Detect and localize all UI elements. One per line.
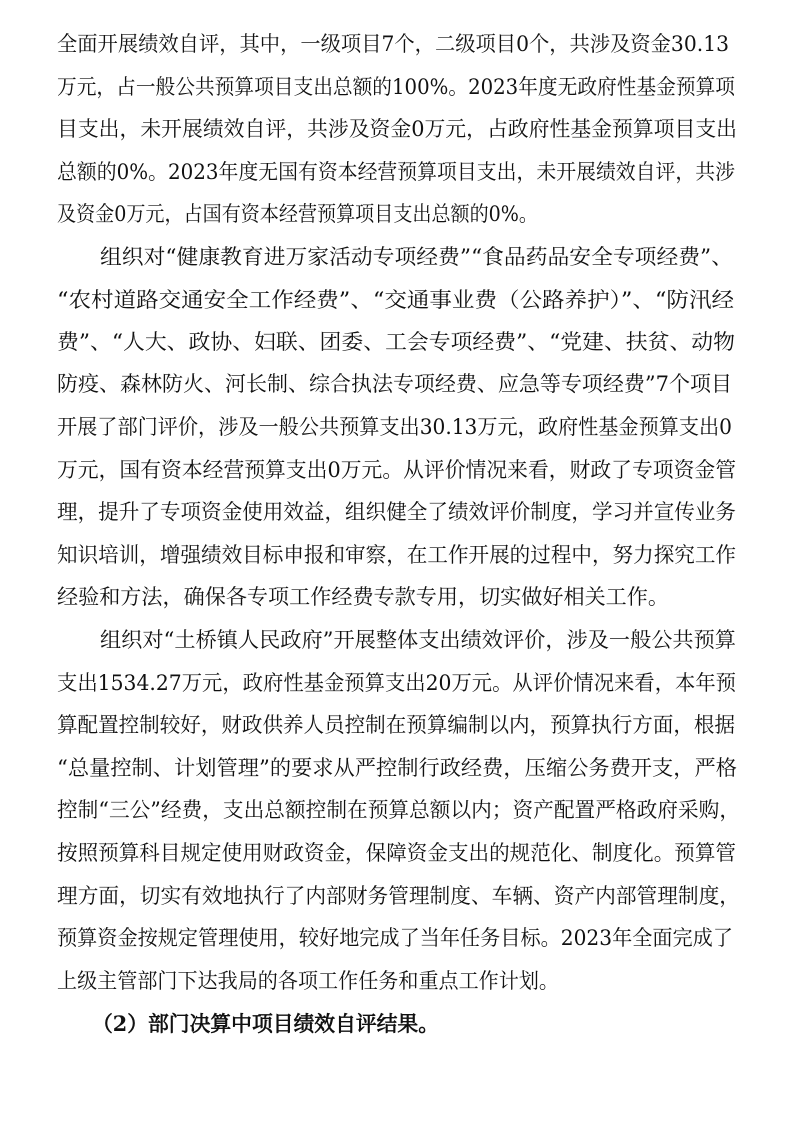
text-line: 万元，占一般公共预算项目支出总额的100%。2023年度无政府性基金预算项 <box>57 75 735 99</box>
text-line: 上级主管部门下达我局的各项工作任务和重点工作计划。 <box>57 969 559 993</box>
text-line: 万元，国有资本经营预算支出0万元。从评价情况来看，财政了专项资金管 <box>57 458 736 482</box>
text-line: 预算资金按规定管理使用，较好地完成了当年任务目标。2023年全面完成了 <box>57 926 733 950</box>
text-line: 全面开展绩效自评，其中，一级项目7个，二级项目0个，共涉及资金30.13 <box>57 32 729 56</box>
text-line: 理，提升了专项资金使用效益，组织健全了绩效评价制度，学习并宣传业务 <box>57 500 736 524</box>
text-line: 目支出，未开展绩效自评，共涉及资金0万元，占政府性基金预算项目支出 <box>57 117 737 141</box>
text-line: “总量控制、计划管理”的要求从严控制行政经费，压缩公务费开支，严格 <box>57 756 737 780</box>
text-line: 组织对“健康教育进万家活动专项经费”“食品药品安全专项经费”、 <box>100 245 733 269</box>
text-line: “农村道路交通安全工作经费”、“交通事业费（公路养护）”、“防汛经 <box>57 288 734 312</box>
text-line: 费”、“人大、政协、妇联、团委、工会专项经费”、“党建、扶贫、动物 <box>57 330 735 354</box>
text-line: 开展了部门评价，涉及一般公共预算支出30.13万元，政府性基金预算支出0 <box>57 415 732 439</box>
text-line: 组织对“土桥镇人民政府”开展整体支出绩效评价，涉及一般公共预算 <box>100 628 737 652</box>
text-line: 算配置控制较好，财政供养人员控制在预算编制以内，预算执行方面，根据 <box>57 713 735 737</box>
text-line: 控制“三公”经费，支出总额控制在预算总额以内；资产配置严格政府采购， <box>57 798 740 822</box>
text-line: 防疫、森林防火、河长制、综合执法专项经费、应急等专项经费”7个项目 <box>57 372 732 396</box>
text-line: 支出1534.27万元，政府性基金预算支出20万元。从评价情况来看，本年预 <box>57 671 736 695</box>
text-line: 理方面，切实有效地执行了内部财务管理制度、车辆、资产内部管理制度， <box>57 884 740 908</box>
text-line: 知识培训，增强绩效目标申报和审察，在工作开展的过程中，努力探究工作 <box>57 543 736 567</box>
text-line: 按照预算科目规定使用财政资金，保障资金支出的规范化、制度化。预算管 <box>57 841 736 865</box>
section-heading: （2）部门决算中项目绩效自评结果。 <box>92 1011 439 1036</box>
text-line: 经验和方法，确保各专项工作经费专款专用，切实做好相关工作。 <box>57 585 669 609</box>
text-line: 及资金0万元，占国有资本经营预算项目支出总额的0%。 <box>57 202 538 226</box>
text-line: 总额的0%。2023年度无国有资本经营预算项目支出，未开展绩效自评，共涉 <box>57 160 735 184</box>
